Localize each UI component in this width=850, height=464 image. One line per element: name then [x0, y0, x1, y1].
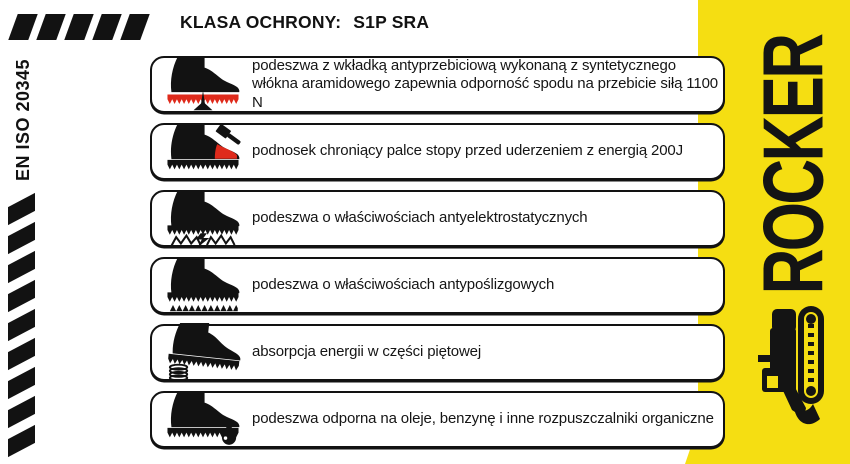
hazard-stripe [64, 14, 93, 40]
feature-row [150, 56, 725, 113]
hazard-stripe [92, 14, 121, 40]
brand-name: ROCKER [746, 35, 842, 295]
hazard-stripes-top [13, 14, 145, 40]
hazard-stripe [8, 193, 35, 225]
protection-class-label: KLASA OCHRONY: [180, 12, 342, 32]
boot-antislip-icon [164, 256, 242, 316]
page-title [180, 12, 429, 33]
feature-text: podeszwa odporna na oleje, benzynę i inne rozpuszczalniki organiczne [252, 410, 714, 428]
feature-row [150, 123, 725, 180]
feature-text: podnosek chroniący palce stopy przed uderzeniem z energią 200J [252, 142, 683, 160]
feature-row [150, 190, 725, 247]
feature-text: absorpcja energii w części piętowej [252, 343, 482, 361]
hazard-stripe [8, 367, 35, 399]
excavator-icon [740, 300, 828, 432]
hazard-stripe [120, 14, 149, 40]
hazard-stripes-left [8, 200, 35, 450]
boot-oil-resistant-icon [164, 390, 242, 450]
hazard-stripe [8, 338, 35, 370]
feature-row [150, 391, 725, 448]
boot-puncture-resistant-icon [164, 55, 242, 115]
hazard-stripe [8, 222, 35, 254]
hazard-stripe [8, 309, 35, 341]
feature-row [150, 257, 725, 314]
boot-antistatic-icon [164, 189, 242, 249]
standard-label: EN ISO 20345 [12, 58, 33, 182]
hazard-stripe [8, 280, 35, 312]
boot-toe-protection-icon [164, 122, 242, 182]
hazard-stripe [8, 396, 35, 428]
feature-text: podeszwa o właściwościach antypoślizgowych [252, 276, 555, 294]
feature-text: podeszwa z wkładką antyprzebiciową wykonaną z syntetycznego włókna aramidowego zapewnia odporność spodu na przebicie siłą 1100 N [252, 57, 718, 111]
boot-heel-energy-absorption-icon [164, 323, 242, 383]
hazard-stripe [8, 14, 37, 40]
hazard-stripe [36, 14, 65, 40]
feature-text: podeszwa o właściwościach antyelektrostatycznych [252, 209, 588, 227]
feature-row [150, 324, 725, 381]
protection-class-value: S1P SRA [353, 12, 430, 32]
hazard-stripe [8, 425, 35, 457]
hazard-stripe [8, 251, 35, 283]
